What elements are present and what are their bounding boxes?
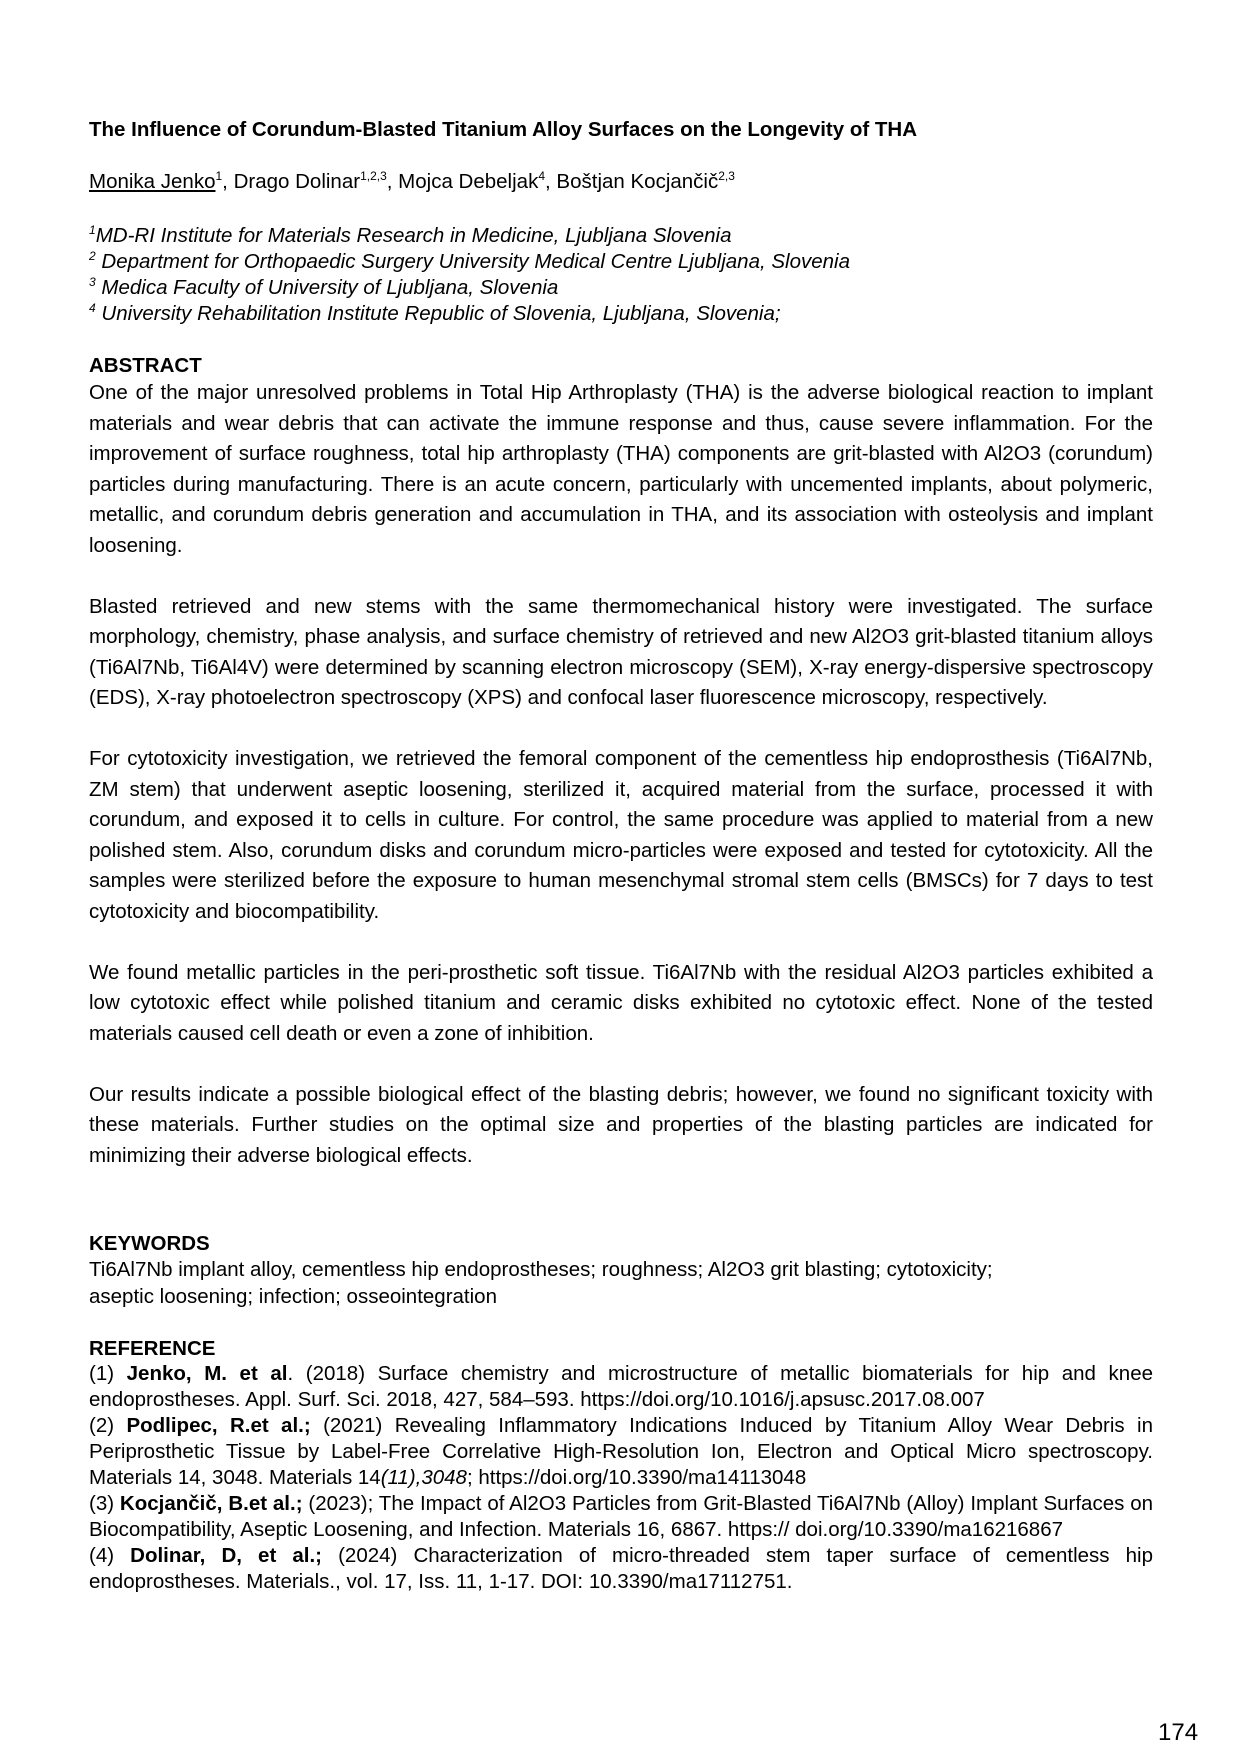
keywords-line: Ti6Al7Nb implant alloy, cementless hip endoprostheses; roughness; Al2O3 grit blasting; cytotoxicity; xyxy=(89,1258,993,1281)
reference-number: (4) xyxy=(89,1544,131,1567)
author-name: Drago Dolinar xyxy=(233,170,361,193)
affiliation-mark: 3 xyxy=(89,275,96,289)
abstract-section xyxy=(89,354,1153,1202)
reference-number: (2) xyxy=(89,1414,127,1437)
author-name: Boštjan Kocjančič xyxy=(556,170,719,193)
abstract-heading: ABSTRACT xyxy=(89,354,202,377)
affiliation-text: Medica Faculty of University of Ljubljana, Slovenia xyxy=(95,276,559,299)
reference-issue: (11),3048 xyxy=(380,1466,467,1489)
references-heading: REFERENCE xyxy=(89,1337,216,1360)
affiliation-text: Department for Orthopaedic Surgery University Medical Centre Ljubljana, Slovenia xyxy=(95,250,850,273)
author-separator: , xyxy=(386,170,399,193)
keywords-heading: KEYWORDS xyxy=(89,1232,210,1255)
keywords-section xyxy=(89,1232,1153,1310)
author-separator: , xyxy=(222,170,234,193)
reference-text: (2024) Characterization of micro-threaded stem taper surface of cementless hip endoprostheses. Materials., vol. 17, Iss. 11, 1-17. DOI: 10.3390/ma17112751. xyxy=(89,1544,1154,1593)
author-name: Monika Jenko xyxy=(89,170,216,193)
keywords-line: aseptic loosening; infection; osseointegration xyxy=(89,1285,497,1308)
reference-text: (2021) Revealing Inflammatory Indications Induced by Titanium Alloy Wear Debris in Periprosthetic Tissue by Label-Free Correlative High-Resolution Ion, Electron and Optical Micro spectroscopy. Materials 14, 3048. Materials 14 xyxy=(89,1414,1153,1489)
abstract-paragraph: We found metallic particles in the peri-prosthetic soft tissue. Ti6Al7Nb with the residual Al2O3 particles exhibited a low cytotoxic effect while polished titanium and ceramic disks exhibited no cytotoxic effect. None of the tested materials caused cell death or even a zone of inhibition. xyxy=(89,960,1153,1045)
author-separator: , xyxy=(545,170,557,193)
affiliation-item xyxy=(89,301,850,327)
abstract-paragraph: One of the major unresolved problems in Total Hip Arthroplasty (THA) is the adverse biological reaction to implant materials and wear debris that can activate the immune response and thus, cause severe inflammation. For the improvement of surface roughness, total hip arthroplasty (THA) components are grit-blasted with Al2O3 (corundum) particles during manufacturing. There is an acute concern, particularly with uncemented implants, about polymeric, metallic, and corundum debris generation and accumulation in THA, and its association with osteolysis and implant loosening. xyxy=(89,381,1153,557)
affiliation-mark: 2 xyxy=(89,249,96,263)
paper-title: The Influence of Corundum-Blasted Titanium Alloy Surfaces on the Longevity of THA xyxy=(89,118,918,141)
reference-number: (1) xyxy=(89,1362,127,1385)
affiliation-item xyxy=(89,223,850,249)
affiliation-item xyxy=(89,275,850,301)
references-section xyxy=(89,1337,1153,1595)
reference-text: . (2018) Surface chemistry and microstructure of metallic biomaterials for hip and knee endoprostheses. Appl. Surf. Sci. 2018, 427, 584–593. https://doi.org/10.1016/j.apsusc.2017.08.007 xyxy=(89,1362,1153,1411)
affiliation-item xyxy=(89,249,850,275)
author-affiliation-mark: 4 xyxy=(538,169,546,183)
affiliation-list xyxy=(89,223,850,327)
affiliation-mark: 1 xyxy=(89,223,96,237)
author-name: Mojca Debeljak xyxy=(398,170,539,193)
reference-doi: ; https://doi.org/10.3390/ma14113048 xyxy=(466,1466,807,1489)
reference-item xyxy=(89,1491,1153,1543)
reference-number: (3) xyxy=(89,1492,120,1515)
affiliation-text: MD-RI Institute for Materials Research in Medicine, Ljubljana Slovenia xyxy=(95,224,732,247)
author-list xyxy=(89,170,735,194)
affiliation-text: University Rehabilitation Institute Republic of Slovenia, Ljubljana, Slovenia; xyxy=(95,302,781,325)
reference-author: Podlipec, R.et al.; xyxy=(126,1414,311,1437)
reference-author: Jenko, M. et al xyxy=(126,1362,288,1385)
reference-item xyxy=(89,1361,1153,1413)
reference-author: Kocjančič, B.et al.; xyxy=(119,1492,303,1515)
reference-item xyxy=(89,1543,1153,1595)
reference-item xyxy=(89,1413,1153,1491)
affiliation-mark: 4 xyxy=(89,301,96,315)
author-affiliation-mark: 1,2,3 xyxy=(360,169,387,183)
reference-text: (2023); The Impact of Al2O3 Particles from Grit-Blasted Ti6Al7Nb (Alloy) Implant Surfaces on Biocompatibility, Aseptic Loosening, and Infection. Materials 16, 6867. https:// doi.org/10.3390/ma16216867 xyxy=(89,1492,1153,1541)
page-number: 174 xyxy=(1158,1719,1199,1746)
abstract-paragraph: Blasted retrieved and new stems with the same thermomechanical history were investigated. The surface morphology, chemistry, phase analysis, and surface chemistry of retrieved and new Al2O3 grit-blasted titanium alloys (Ti6Al7Nb, Ti6Al4V) were determined by scanning electron microscopy (SEM), X-ray energy-dispersive spectroscopy (EDS), X-ray photoelectron spectroscopy (XPS) and confocal laser fluorescence microscopy, respectively. xyxy=(89,594,1153,709)
reference-author: Dolinar, D, et al.; xyxy=(130,1544,322,1567)
abstract-paragraph: For cytotoxicity investigation, we retrieved the femoral component of the cementless hip endoprosthesis (Ti6Al7Nb, ZM stem) that underwent aseptic loosening, sterilized it, acquired material from the surface, processed it with corundum, and exposed it to cells in culture. For control, the same procedure was applied to material from a new polished stem. Also, corundum disks and corundum micro-particles were exposed and tested for cytotoxicity. All the samples were sterilized before the exposure to human mesenchymal stromal stem cells (BMSCs) for 7 days to test cytotoxicity and biocompatibility. xyxy=(89,747,1153,923)
author-affiliation-mark: 1 xyxy=(215,169,223,183)
author-affiliation-mark: 2,3 xyxy=(718,169,735,183)
abstract-paragraph: Our results indicate a possible biological effect of the blasting debris; however, we found no significant toxicity with these materials. Further studies on the optimal size and properties of the blasting particles are indicated for minimizing their adverse biological effects. xyxy=(89,1082,1153,1167)
